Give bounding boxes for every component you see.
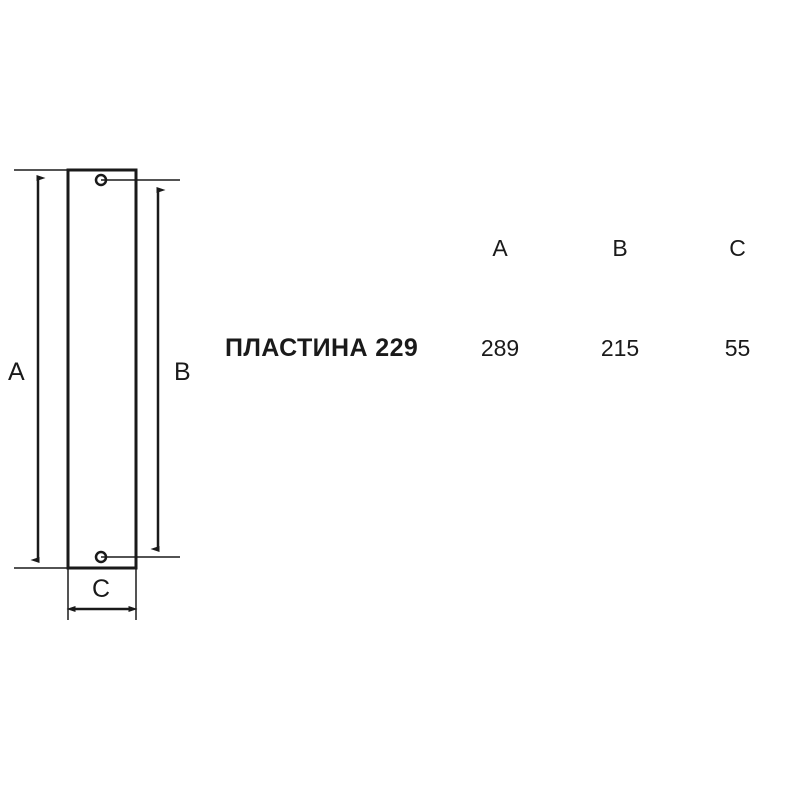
- plate-outline: [68, 170, 136, 568]
- cell-value-c: 55: [724, 334, 751, 361]
- specification-table: [225, 228, 795, 428]
- column-header-name: [225, 228, 440, 268]
- table-header-row: [225, 228, 795, 268]
- dimension-line-b: [158, 190, 191, 549]
- dimension-line-a: [8, 178, 38, 560]
- table-row: [225, 268, 795, 428]
- column-header-b: B: [612, 234, 628, 261]
- dimension-line-c: [74, 575, 130, 609]
- dimension-label-a: A: [8, 358, 25, 386]
- cell-product-name: ПЛАСТИНА 229: [225, 333, 419, 362]
- dimension-label-b: B: [174, 358, 191, 386]
- cell-value-b: 215: [600, 334, 640, 361]
- dimension-label-c: C: [92, 575, 111, 603]
- column-header-c: C: [729, 234, 746, 261]
- cell-value-a: 289: [480, 334, 520, 361]
- column-header-a: A: [492, 234, 508, 261]
